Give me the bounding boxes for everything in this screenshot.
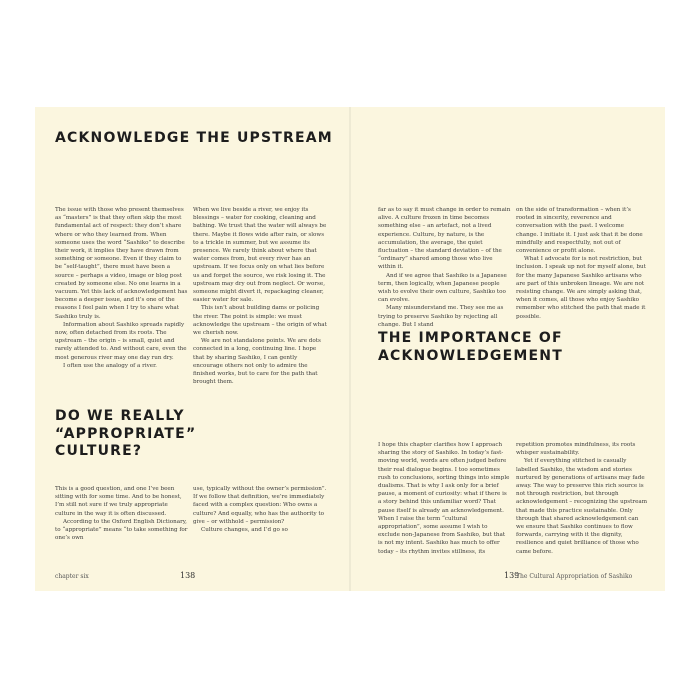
paragraph: The issue with those who present themselves as “masters” is that they often skip the most fundamental act of respect: they don’t share where or who they learned from. When someone uses the word “Sashiko” to describe their work, it implies they have drawn from something or someone. Even if they claim to be “self-taught”, there must have been a source – perhaps a video, image or blog post created by someone else. No one learns in a vacuum. Yet this lack of acknowledgement has become a deeper issue, and it’s one of the reasons I feel pain when I try to share what Sashiko truly is. xyxy=(55,207,188,320)
book-spread xyxy=(35,107,665,591)
paragraph: Culture changes, and I’d go so xyxy=(201,527,288,534)
right-column-3 xyxy=(378,441,511,556)
heading-importance-acknowledgement: THE IMPORTANCE OF ACKNOWLEDGEMENT xyxy=(378,330,563,364)
paragraph: Information about Sashiko spreads rapidly now, often detached from its roots. The upstream – the origin – is small, quiet and rarely attended to. And without care, even the most generous river may one day run dry. xyxy=(55,321,187,361)
paragraph: This isn’t about building dams or policing the river. The point is simple: we must acknowledge the upstream – the origin of what we cherish now. xyxy=(193,305,327,337)
paragraph: far as to say it must change in order to remain alive. A culture frozen in time becomes something else – an artefact, not a lived experience. Culture, by nature, is the accumulation, the average, the quiet fluctuation – the standard deviation – of the “ordinary” shared among those who live within it. xyxy=(378,207,511,271)
heading-appropriate-culture: DO WE REALLY “APPROPRIATE” CULTURE? xyxy=(55,408,197,459)
paragraph: When we live beside a river, we enjoy its blessings – water for cooking, cleaning and bathing. We trust that the water will always be there. Maybe it flows wide after rain, or slows to a trickle in summer, but we assume its presence. We rarely think about where that water comes from, but every river has an upstream. If we focus only on what lies before us and forget the source, we risk losing it. The upstream may dry out from neglect. Or worse, someone might divert it, repackaging cleaner, easier water for sale. xyxy=(193,207,327,304)
paragraph: We are not standalone points. We are dots connected in a long, continuing line. I hope that by sharing Sashiko, I can gently encourage others not only to admire the finished works, but to care for the path that brought them. xyxy=(193,338,321,386)
right-column-4 xyxy=(516,441,648,556)
paragraph: According to the Oxford English Dictionary, to “appropriate” means “to take something for one’s own xyxy=(55,518,188,542)
paragraph: Many misunderstand me. They see me as trying to preserve Sashiko by rejecting all change. But I stand xyxy=(378,305,504,328)
page-gutter xyxy=(349,107,351,591)
paragraph: Yet if everything stitched is casually labelled Sashiko, the wisdom and stories nurtured by generations of artisans may fade away. The way to preserve this rich source is not through restriction, but through acknowledgement – recognizing the upstream that made this practice sustainable. Only through that shared acknowledgement can we ensure that Sashiko continues to flow forwards, carrying with it the dignity, resilience and quiet brilliance of those who came before. xyxy=(516,458,648,555)
paragraph: And if we agree that Sashiko is a Japanese term, then logically, when Japanese people wish to evolve their own culture, Sashiko too can evolve. xyxy=(378,272,507,304)
right-column-1 xyxy=(378,206,511,329)
left-column-2 xyxy=(193,206,328,386)
paragraph: What I advocate for is not restriction, but inclusion. I speak up not for myself alone, but for the many Japanese Sashiko artisans who are part of this unbroken lineage. We are not resisting change. We are simply asking that, when it comes, all those who enjoy Sashiko remember who stitched the path that made it possible. xyxy=(516,256,646,320)
paragraph: repetition promotes mindfulness, its roots whisper sustainability. xyxy=(516,442,636,457)
book-title-footer: The Cultural Appropriation of Sashiko xyxy=(516,573,633,580)
right-column-2 xyxy=(516,206,648,321)
paragraph: I often use the analogy of a river. xyxy=(63,362,157,369)
left-column-4 xyxy=(193,485,328,534)
paragraph: I hope this chapter clarifies how I approach sharing the story of Sashiko. In today’s fast-moving world, words are often judged before their real dialogue begins. I too sometimes rush to conclusions, sorting things into simple dualisms. That is why I ask only for a brief pause, a moment of curiosity: what if there is a story behind this unfamiliar word? That pause itself is already an acknowledgement. When I raise the term “cultural appropriation”, some assume I wish to exclude non-Japanese from Sashiko, but that is not my intent. Sashiko has much to offer today – its rhythm invites stillness, its xyxy=(378,442,510,555)
paragraph: on the side of transformation – when it’s rooted in sincerity, reverence and conversation with the past. I welcome change. I initiate it. I just ask that it be done mindfully and respectfully, not out of convenience or profit alone. xyxy=(516,207,643,255)
paragraph: This is a good question, and one I’ve been sitting with for some time. And to be honest, I’m still not sure if we truly appropriate culture in the way it is often discussed. xyxy=(55,486,182,517)
page-number-right: 139 xyxy=(504,571,520,580)
left-column-3 xyxy=(55,485,188,542)
page-number-left: 138 xyxy=(180,571,196,580)
left-column-1 xyxy=(55,206,188,370)
heading-acknowledge-upstream: ACKNOWLEDGE THE UPSTREAM xyxy=(55,130,333,146)
chapter-footer: chapter six xyxy=(55,573,89,580)
paragraph: use, typically without the owner’s permission”. If we follow that definition, we’re immediately faced with a complex question: Who owns a culture? And equally, who has the authority to give – or withhold – permission? xyxy=(193,486,327,525)
